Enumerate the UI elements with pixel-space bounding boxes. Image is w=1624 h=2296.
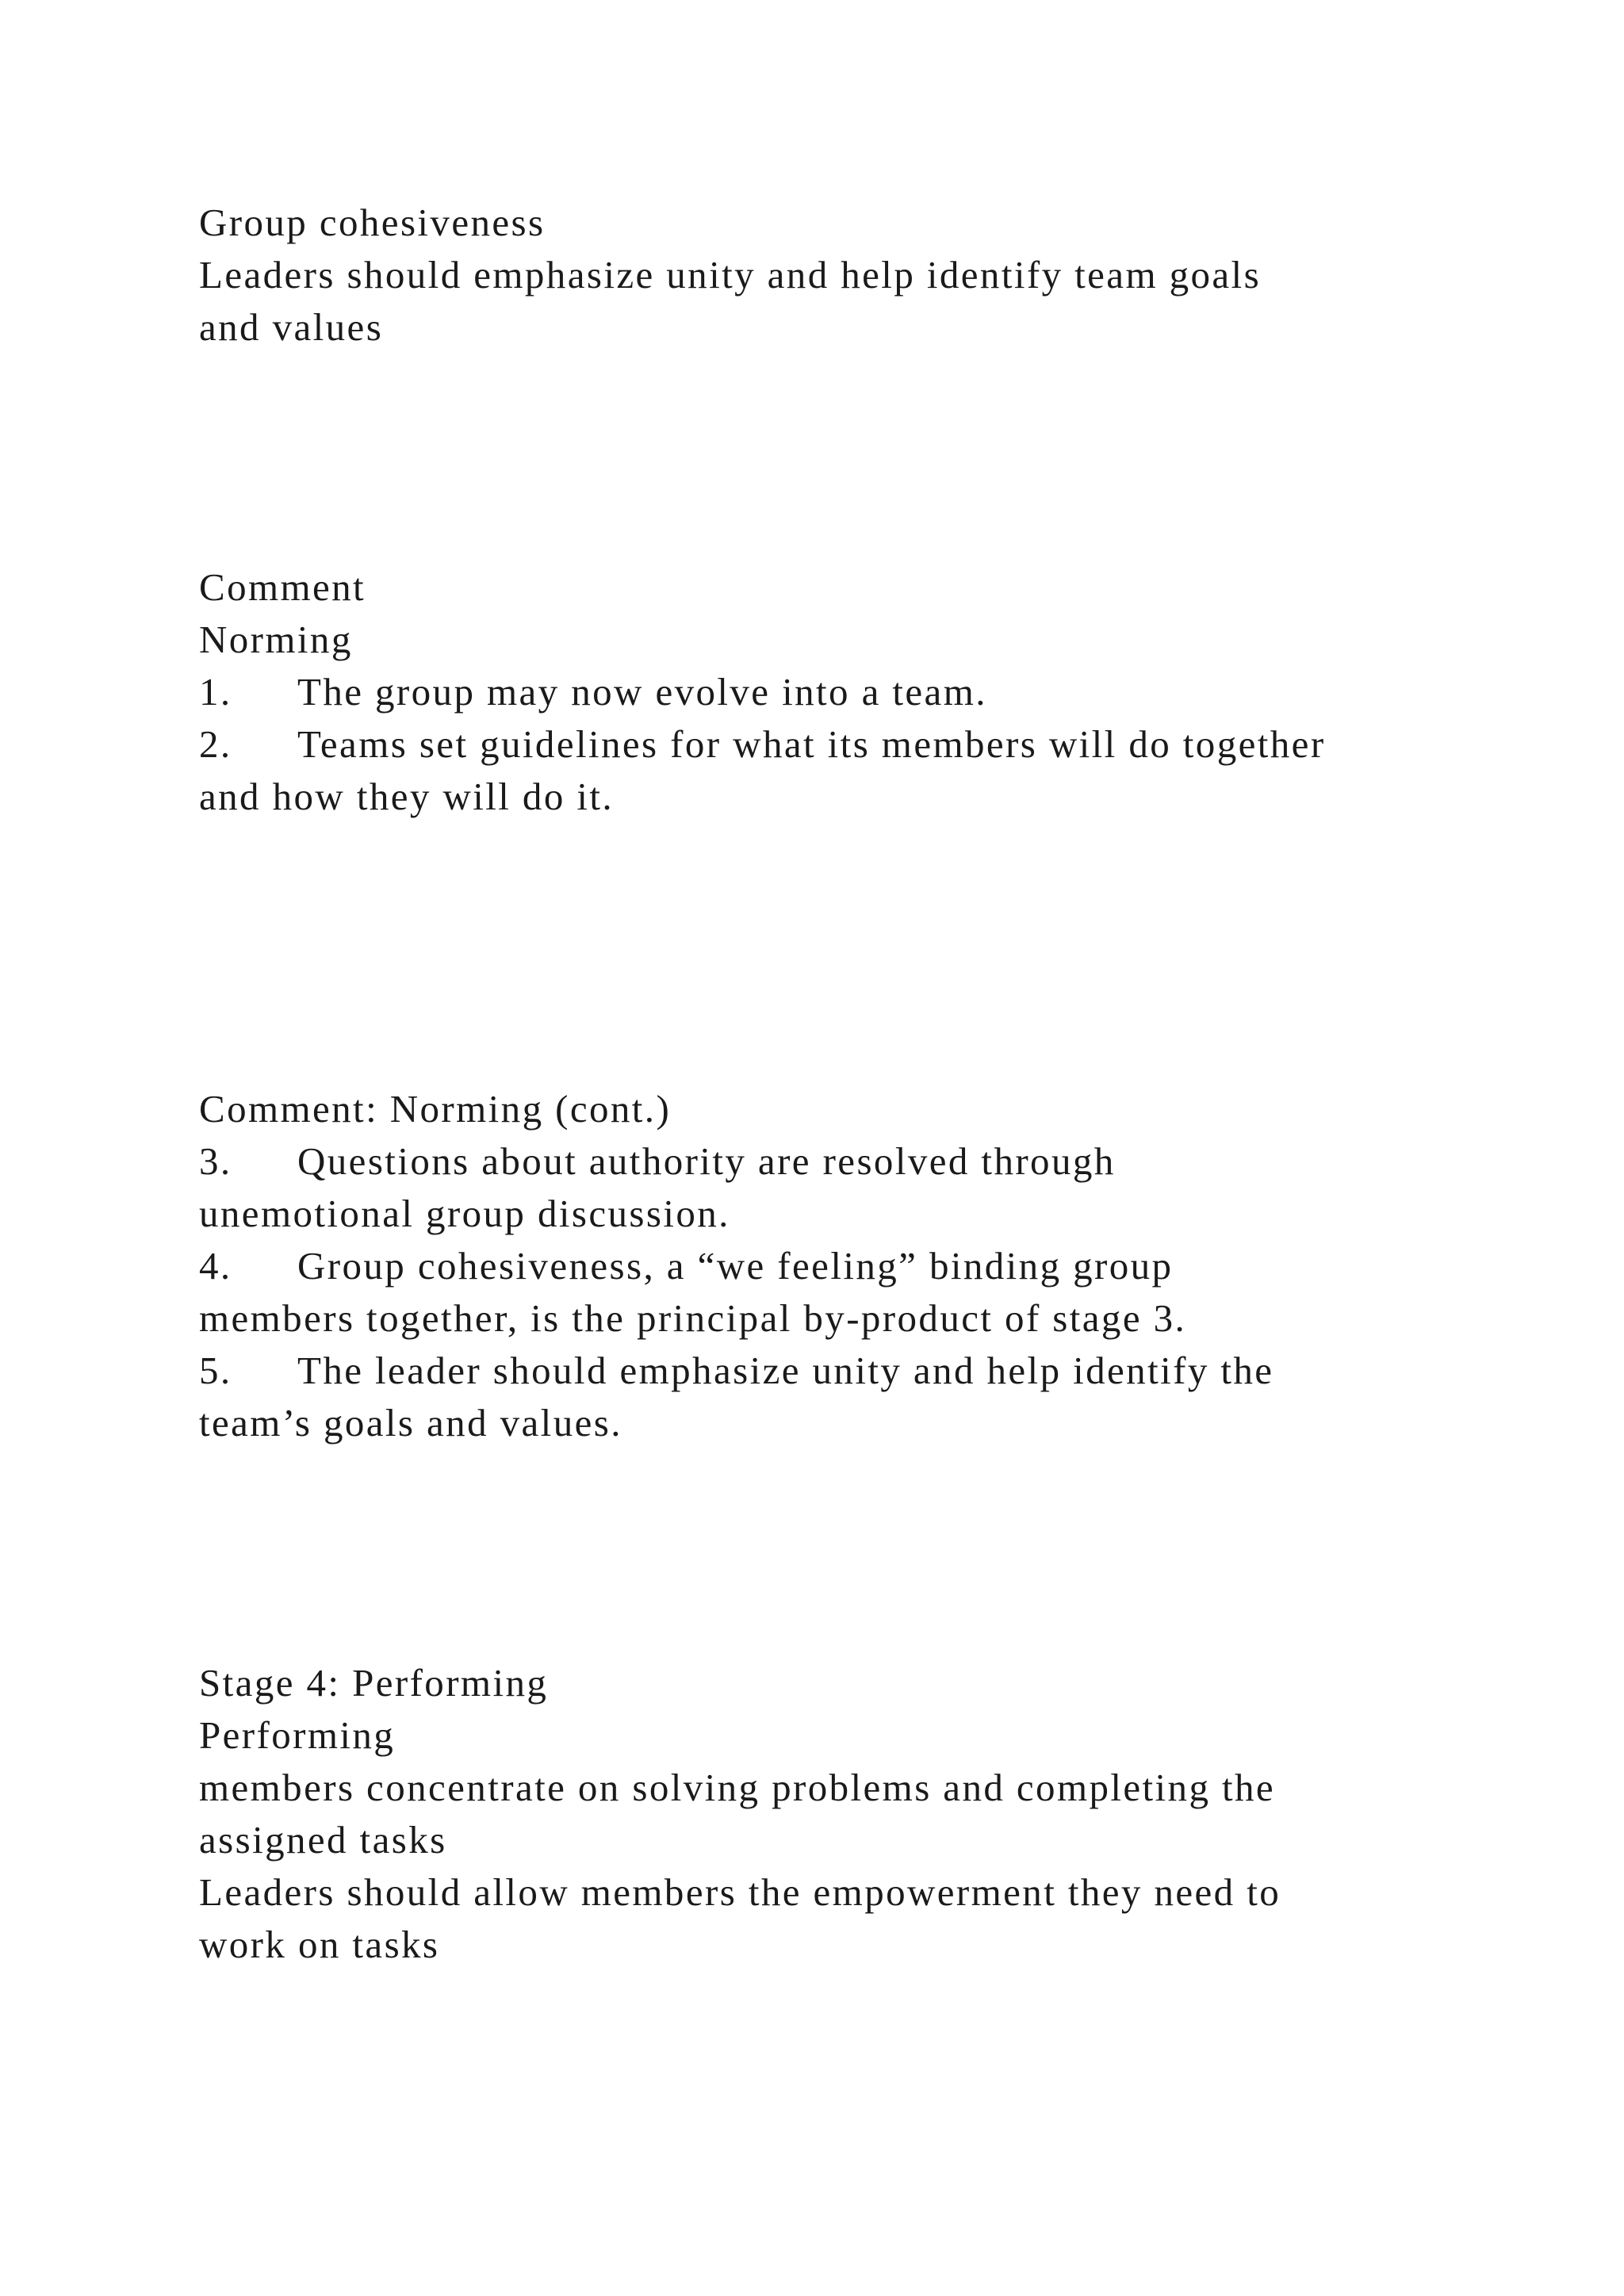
text-line: Leaders should allow members the empowerment they need to	[199, 1870, 1281, 1914]
list-item	[199, 718, 1326, 771]
text-line: members concentrate on solving problems and completing the	[199, 1766, 1276, 1809]
list-number: 4.	[199, 1244, 232, 1288]
text-line: unemotional group discussion.	[199, 1192, 730, 1235]
heading-comment-norming-cont: Comment: Norming (cont.)	[199, 1087, 672, 1131]
list-text: Teams set guidelines for what its members will do together	[297, 722, 1326, 766]
heading-stage-4-performing: Stage 4: Performing	[199, 1661, 549, 1705]
list-item	[199, 666, 987, 718]
list-text: The leader should emphasize unity and help identify the	[297, 1349, 1274, 1392]
list-item	[199, 1135, 1116, 1188]
list-text: Group cohesiveness, a “we feeling” binding group	[297, 1244, 1174, 1288]
list-text: The group may now evolve into a team.	[297, 670, 987, 714]
text-line: members together, is the principal by-product of stage 3.	[199, 1296, 1187, 1340]
heading-norming: Norming	[199, 618, 353, 661]
list-number: 1.	[199, 670, 232, 714]
heading-comment: Comment	[199, 565, 366, 609]
list-number: 5.	[199, 1349, 232, 1392]
text-line: Leaders should emphasize unity and help identify team goals	[199, 253, 1262, 297]
list-text: Questions about authority are resolved through	[297, 1139, 1116, 1183]
heading-performing: Performing	[199, 1713, 396, 1757]
list-item	[199, 1240, 1173, 1292]
text-line: and how they will do it.	[199, 775, 615, 818]
heading-group-cohesiveness: Group cohesiveness	[199, 201, 546, 244]
list-item	[199, 1345, 1274, 1397]
text-line: work on tasks	[199, 1923, 440, 1966]
text-line: team’s goals and values.	[199, 1401, 622, 1445]
text-line: and values	[199, 305, 384, 349]
text-line: assigned tasks	[199, 1818, 447, 1862]
list-number: 3.	[199, 1139, 232, 1183]
list-number: 2.	[199, 722, 232, 766]
